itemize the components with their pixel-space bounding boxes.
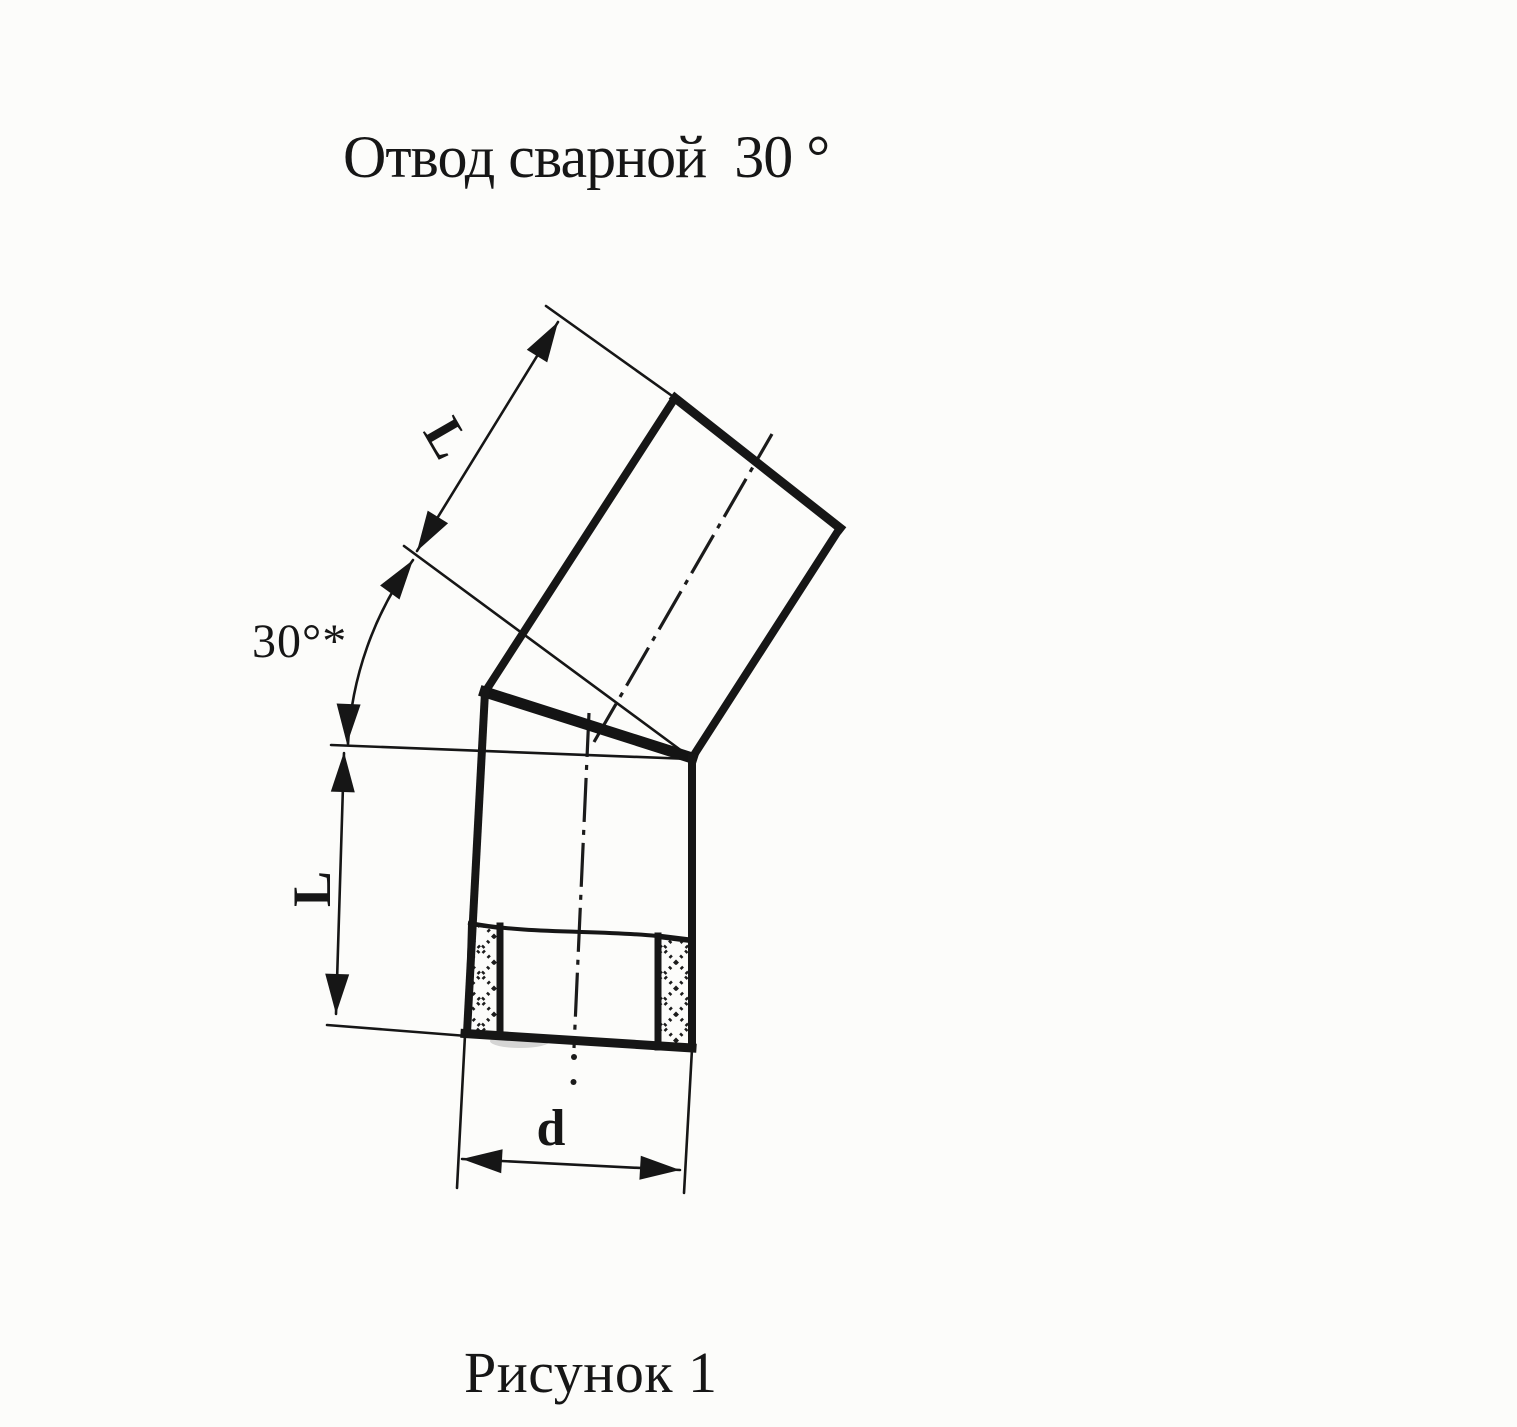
horizontal-reference-line <box>331 745 690 759</box>
upper-L-arrow-top <box>527 322 558 362</box>
upper-left-wall <box>485 398 675 692</box>
centerline-dot <box>571 1079 577 1085</box>
centerline-dot <box>571 1054 577 1060</box>
d-arrow-right <box>639 1156 680 1180</box>
d-extension-left <box>457 1035 465 1188</box>
figure-caption: Рисунок 1 <box>464 1340 718 1405</box>
angle-arc-arrow-bottom <box>337 704 361 745</box>
centerline-end-dots <box>571 1054 578 1085</box>
dim-label-L-lower: L <box>282 870 342 908</box>
angle-arc-arrow-top <box>380 560 413 600</box>
lower-L-arrow-top <box>331 752 355 792</box>
upper-right-wall <box>692 528 840 758</box>
upper-L-arrow-bottom <box>417 511 448 551</box>
upper-L-extension-top <box>546 306 675 398</box>
d-arrow-left <box>462 1149 503 1173</box>
lower-segment-centerline <box>574 713 589 1048</box>
dim-label-diameter: d <box>536 1100 566 1157</box>
dim-label-L-upper: L <box>412 407 482 469</box>
dim-label-angle: 30°* <box>252 615 348 668</box>
drawing-title: Отвод сварной 30 ° <box>343 124 830 190</box>
dimension-lines <box>327 306 692 1193</box>
right-wall-hatch <box>658 937 692 1047</box>
upper-end-face <box>675 398 840 528</box>
d-extension-right <box>684 1049 692 1193</box>
lower-L-arrow-bottom <box>325 974 349 1014</box>
lower-L-extension-bottom <box>327 1025 467 1036</box>
